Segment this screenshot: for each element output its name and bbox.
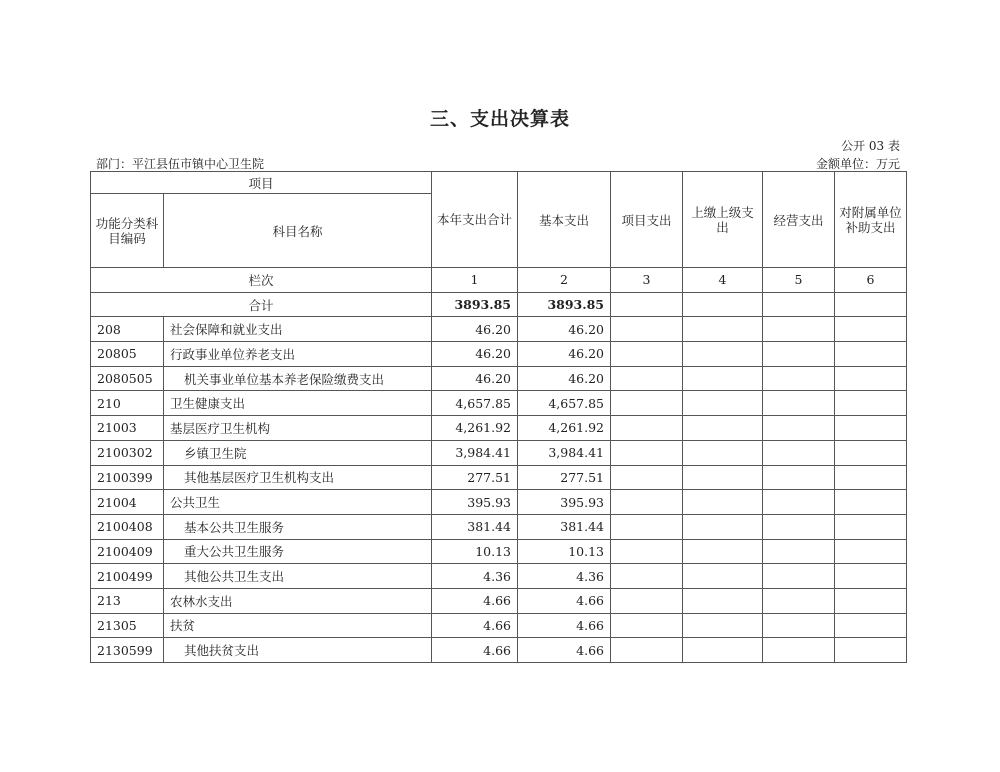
project-cell xyxy=(611,366,683,391)
upper-cell xyxy=(683,588,763,613)
project-cell xyxy=(611,342,683,367)
total-cell: 4.66 xyxy=(432,638,518,663)
basic-cell: 4.66 xyxy=(518,638,611,663)
basic-cell: 395.93 xyxy=(518,490,611,515)
subject-name-cell: 行政事业单位养老支出 xyxy=(164,342,432,367)
header-col-upper: 上缴上级支出 xyxy=(683,172,763,268)
function-code-cell: 2100408 xyxy=(91,514,164,539)
column-index-6: 6 xyxy=(835,268,907,293)
business-cell xyxy=(763,440,835,465)
basic-cell: 46.20 xyxy=(518,366,611,391)
subject-name-cell: 基本公共卫生服务 xyxy=(164,514,432,539)
basic-cell: 3,984.41 xyxy=(518,440,611,465)
function-code-cell: 208 xyxy=(91,317,164,342)
header-project: 项目 xyxy=(91,172,432,194)
upper-cell xyxy=(683,317,763,342)
column-index-5: 5 xyxy=(763,268,835,293)
basic-cell: 4.36 xyxy=(518,564,611,589)
upper-cell xyxy=(683,564,763,589)
total-cell: 277.51 xyxy=(432,465,518,490)
total-cell: 46.20 xyxy=(432,342,518,367)
subsidy-cell xyxy=(835,416,907,441)
total-cell: 395.93 xyxy=(432,490,518,515)
upper-cell xyxy=(683,416,763,441)
basic-cell: 277.51 xyxy=(518,465,611,490)
function-code-cell: 2100302 xyxy=(91,440,164,465)
project-cell xyxy=(611,391,683,416)
business-cell xyxy=(763,514,835,539)
function-code-cell: 210 xyxy=(91,391,164,416)
header-subject-name: 科目名称 xyxy=(164,194,432,268)
subsidy-cell xyxy=(835,638,907,663)
column-index-2: 2 xyxy=(518,268,611,293)
project-cell xyxy=(611,588,683,613)
form-code: 公开 03 表 xyxy=(841,139,900,153)
function-code-cell: 21305 xyxy=(91,613,164,638)
basic-cell: 4.66 xyxy=(518,613,611,638)
upper-cell xyxy=(683,366,763,391)
header-col-basic: 基本支出 xyxy=(518,172,611,268)
total-project xyxy=(611,292,683,317)
subject-name-cell: 公共卫生 xyxy=(164,490,432,515)
project-cell xyxy=(611,490,683,515)
business-cell xyxy=(763,317,835,342)
business-cell xyxy=(763,588,835,613)
table-row xyxy=(91,465,907,490)
business-cell xyxy=(763,366,835,391)
table-row xyxy=(91,638,907,663)
function-code-cell: 20805 xyxy=(91,342,164,367)
subsidy-cell xyxy=(835,588,907,613)
subsidy-cell xyxy=(835,366,907,391)
project-cell xyxy=(611,539,683,564)
subject-name-cell: 乡镇卫生院 xyxy=(164,440,432,465)
column-index-row xyxy=(91,268,907,293)
total-cell: 4,657.85 xyxy=(432,391,518,416)
column-index-label: 栏次 xyxy=(91,268,432,293)
table-row xyxy=(91,588,907,613)
subject-name-cell: 扶贫 xyxy=(164,613,432,638)
business-cell xyxy=(763,342,835,367)
subsidy-cell xyxy=(835,317,907,342)
basic-cell: 10.13 xyxy=(518,539,611,564)
business-cell xyxy=(763,490,835,515)
total-cell: 4,261.92 xyxy=(432,416,518,441)
upper-cell xyxy=(683,465,763,490)
upper-cell xyxy=(683,391,763,416)
function-code-cell: 2080505 xyxy=(91,366,164,391)
table-row xyxy=(91,416,907,441)
total-basic: 3893.85 xyxy=(518,292,611,317)
project-cell xyxy=(611,465,683,490)
total-cell: 3,984.41 xyxy=(432,440,518,465)
header-col-project: 项目支出 xyxy=(611,172,683,268)
subsidy-cell xyxy=(835,514,907,539)
total-row xyxy=(91,292,907,317)
table-row xyxy=(91,539,907,564)
amount-unit-label: 金额单位：万元 xyxy=(815,157,900,171)
table-row xyxy=(91,514,907,539)
basic-cell: 4,261.92 xyxy=(518,416,611,441)
project-cell xyxy=(611,613,683,638)
upper-cell xyxy=(683,490,763,515)
business-cell xyxy=(763,638,835,663)
total-label: 合计 xyxy=(91,292,432,317)
header-func-code: 功能分类科目编码 xyxy=(91,194,164,268)
table-row xyxy=(91,366,907,391)
business-cell xyxy=(763,564,835,589)
business-cell xyxy=(763,416,835,441)
upper-cell xyxy=(683,440,763,465)
business-cell xyxy=(763,613,835,638)
total-upper xyxy=(683,292,763,317)
subsidy-cell xyxy=(835,564,907,589)
header-col-subsidy: 对附属单位补助支出 xyxy=(835,172,907,268)
business-cell xyxy=(763,465,835,490)
subject-name-cell: 社会保障和就业支出 xyxy=(164,317,432,342)
basic-cell: 381.44 xyxy=(518,514,611,539)
function-code-cell: 2130599 xyxy=(91,638,164,663)
project-cell xyxy=(611,440,683,465)
subject-name-cell: 基层医疗卫生机构 xyxy=(164,416,432,441)
upper-cell xyxy=(683,514,763,539)
total-cell: 10.13 xyxy=(432,539,518,564)
column-index-4: 4 xyxy=(683,268,763,293)
function-code-cell: 2100409 xyxy=(91,539,164,564)
project-cell xyxy=(611,416,683,441)
table-row xyxy=(91,613,907,638)
total-cell: 381.44 xyxy=(432,514,518,539)
upper-cell xyxy=(683,539,763,564)
page-title: 三、支出决算表 xyxy=(429,108,570,130)
upper-cell xyxy=(683,638,763,663)
basic-cell: 46.20 xyxy=(518,317,611,342)
project-cell xyxy=(611,638,683,663)
table-row xyxy=(91,317,907,342)
department-label: 部门：平江县伍市镇中心卫生院 xyxy=(96,157,265,171)
table-row xyxy=(91,564,907,589)
subject-name-cell: 重大公共卫生服务 xyxy=(164,539,432,564)
function-code-cell: 2100399 xyxy=(91,465,164,490)
table-row xyxy=(91,490,907,515)
total-cell: 46.20 xyxy=(432,317,518,342)
subsidy-cell xyxy=(835,539,907,564)
subject-name-cell: 农林水支出 xyxy=(164,588,432,613)
total-cell: 46.20 xyxy=(432,366,518,391)
total-subsidy xyxy=(835,292,907,317)
column-index-3: 3 xyxy=(611,268,683,293)
subject-name-cell: 卫生健康支出 xyxy=(164,391,432,416)
table-row xyxy=(91,391,907,416)
function-code-cell: 21004 xyxy=(91,490,164,515)
total-business xyxy=(763,292,835,317)
total-cell: 4.66 xyxy=(432,613,518,638)
subject-name-cell: 其他扶贫支出 xyxy=(164,638,432,663)
column-index-1: 1 xyxy=(432,268,518,293)
project-cell xyxy=(611,514,683,539)
basic-cell: 46.20 xyxy=(518,342,611,367)
total-amount: 3893.85 xyxy=(432,292,518,317)
upper-cell xyxy=(683,342,763,367)
table-row xyxy=(91,440,907,465)
upper-cell xyxy=(683,613,763,638)
total-cell: 4.36 xyxy=(432,564,518,589)
business-cell xyxy=(763,391,835,416)
subsidy-cell xyxy=(835,342,907,367)
total-cell: 4.66 xyxy=(432,588,518,613)
expenditure-table xyxy=(90,171,907,663)
subject-name-cell: 其他公共卫生支出 xyxy=(164,564,432,589)
basic-cell: 4,657.85 xyxy=(518,391,611,416)
subsidy-cell xyxy=(835,440,907,465)
business-cell xyxy=(763,539,835,564)
subject-name-cell: 机关事业单位基本养老保险缴费支出 xyxy=(164,366,432,391)
subsidy-cell xyxy=(835,613,907,638)
header-col-total: 本年支出合计 xyxy=(432,172,518,268)
subsidy-cell xyxy=(835,391,907,416)
subsidy-cell xyxy=(835,490,907,515)
subsidy-cell xyxy=(835,465,907,490)
project-cell xyxy=(611,317,683,342)
table-row xyxy=(91,342,907,367)
header-col-business: 经营支出 xyxy=(763,172,835,268)
function-code-cell: 2100499 xyxy=(91,564,164,589)
subject-name-cell: 其他基层医疗卫生机构支出 xyxy=(164,465,432,490)
function-code-cell: 21003 xyxy=(91,416,164,441)
header-row-1 xyxy=(91,172,907,194)
function-code-cell: 213 xyxy=(91,588,164,613)
project-cell xyxy=(611,564,683,589)
basic-cell: 4.66 xyxy=(518,588,611,613)
